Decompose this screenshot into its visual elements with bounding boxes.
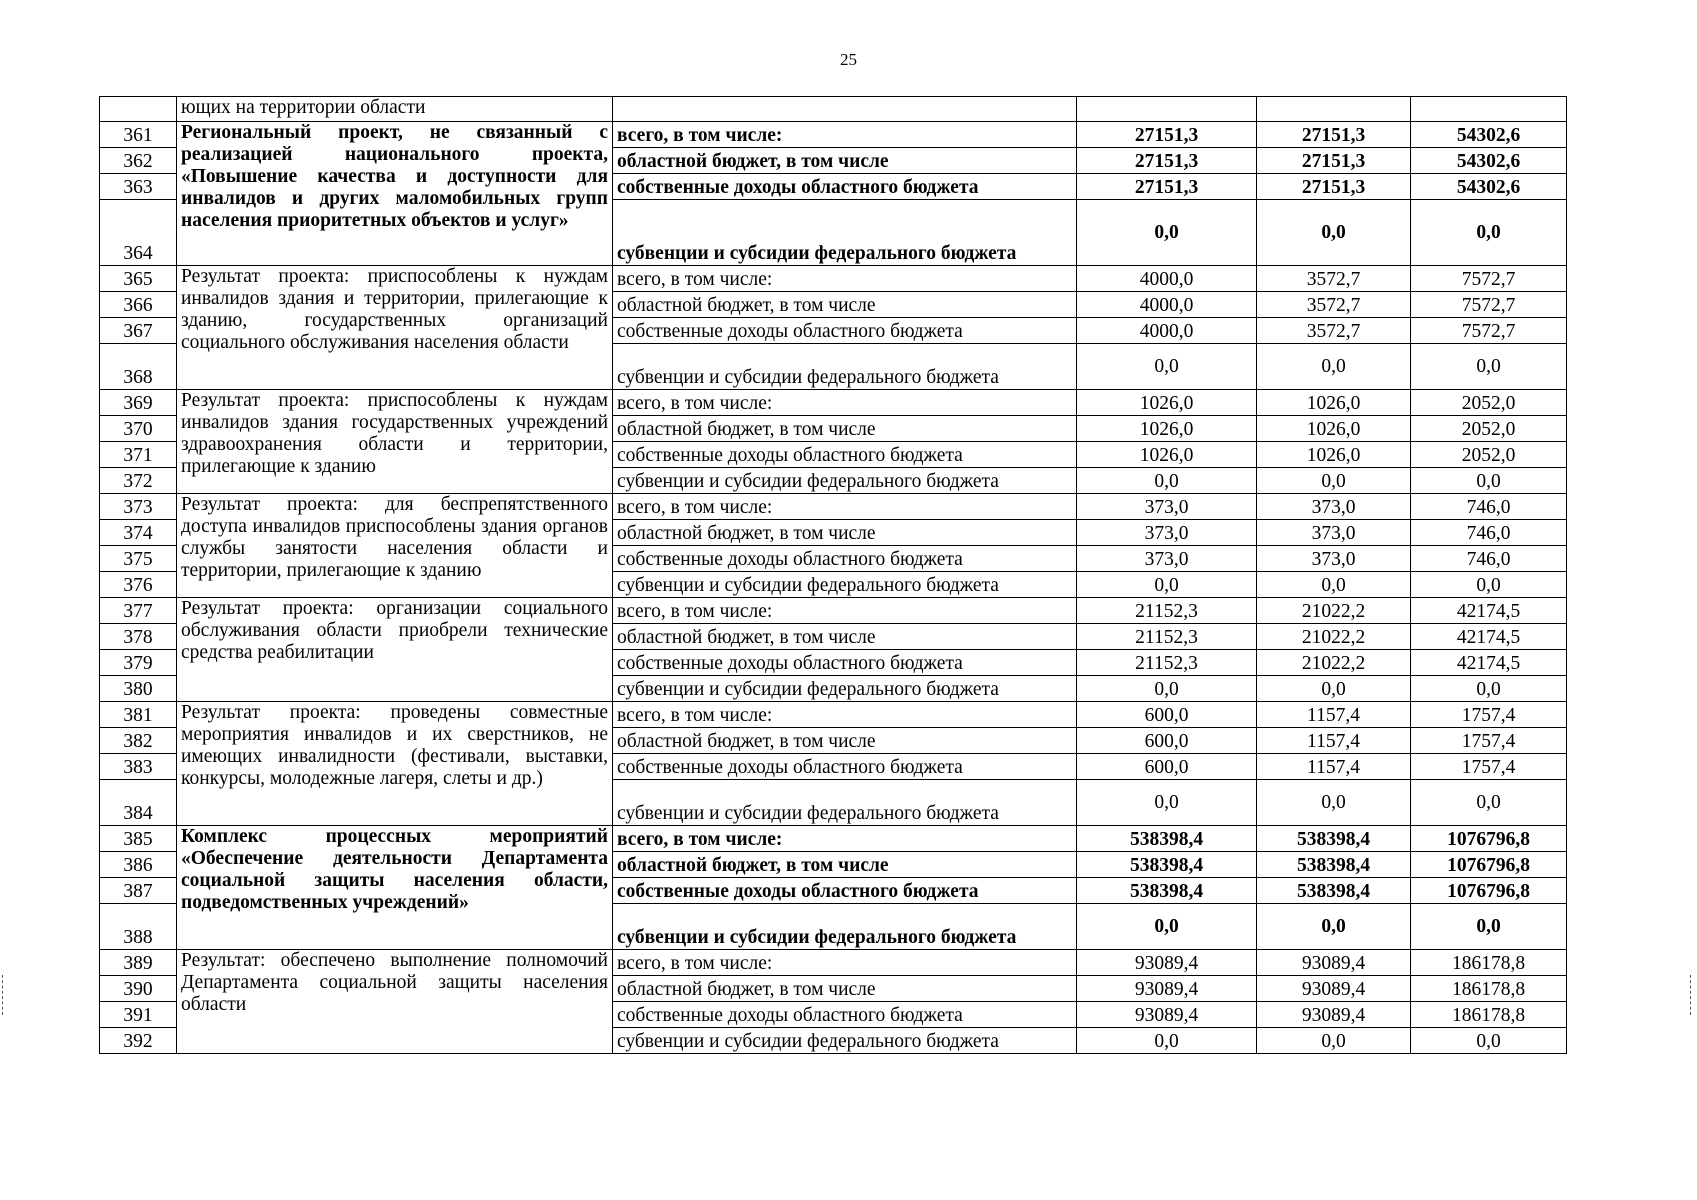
row-number: 385 <box>100 826 177 852</box>
value-v1: 0,0 <box>1077 344 1257 390</box>
group-description: Результат проекта: организации социального обслуживания области приобрели технические средства реабилитации <box>177 598 613 702</box>
value-v2: 93089,4 <box>1257 976 1411 1002</box>
funding-source: собственные доходы областного бюджета <box>613 878 1077 904</box>
value-v2: 1157,4 <box>1257 754 1411 780</box>
value-v1: 0,0 <box>1077 904 1257 950</box>
value-v3: 1757,4 <box>1411 702 1567 728</box>
value-v2: 538398,4 <box>1257 852 1411 878</box>
funding-source: всего, в том числе: <box>613 826 1077 852</box>
row-number <box>100 97 177 122</box>
table-row <box>100 122 1567 148</box>
funding-source: всего, в том числе: <box>613 702 1077 728</box>
value-v2: 1026,0 <box>1257 442 1411 468</box>
row-number: 390 <box>100 976 177 1002</box>
row-number: 368 <box>100 344 177 390</box>
value-v2: 1157,4 <box>1257 702 1411 728</box>
value-v1: 4000,0 <box>1077 292 1257 318</box>
table-row <box>100 390 1567 416</box>
value-v1: 4000,0 <box>1077 266 1257 292</box>
value-v1: 538398,4 <box>1077 826 1257 852</box>
funding-source: собственные доходы областного бюджета <box>613 650 1077 676</box>
value-v1: 4000,0 <box>1077 318 1257 344</box>
row-number: 379 <box>100 650 177 676</box>
row-number: 392 <box>100 1028 177 1054</box>
value-v1: 27151,3 <box>1077 122 1257 148</box>
value-v3: 0,0 <box>1411 200 1567 266</box>
row-number: 388 <box>100 904 177 950</box>
funding-source: областной бюджет, в том числе <box>613 976 1077 1002</box>
value-v1: 93089,4 <box>1077 976 1257 1002</box>
value-v3: 186178,8 <box>1411 976 1567 1002</box>
row-number: 362 <box>100 148 177 174</box>
funding-source: субвенции и субсидии федерального бюджета <box>613 780 1077 826</box>
value-v1: 27151,3 <box>1077 148 1257 174</box>
continuation-text: ющих на территории области <box>177 97 613 122</box>
value-v3: 54302,6 <box>1411 122 1567 148</box>
value-v1: 1026,0 <box>1077 416 1257 442</box>
row-number: 376 <box>100 572 177 598</box>
value-v3: 1076796,8 <box>1411 826 1567 852</box>
value-v3: 2052,0 <box>1411 416 1567 442</box>
value-v2: 1157,4 <box>1257 728 1411 754</box>
value-v2: 21022,2 <box>1257 598 1411 624</box>
funding-source: областной бюджет, в том числе <box>613 728 1077 754</box>
funding-source: областной бюджет, в том числе <box>613 416 1077 442</box>
value-v2: 0,0 <box>1257 572 1411 598</box>
funding-source: областной бюджет, в том числе <box>613 148 1077 174</box>
group-description: Региональный проект, не связанный с реализацией национального проекта, «Повышение качества и доступности для инвалидов и других маломобильных групп населения приоритетных объектов и услуг» <box>177 122 613 266</box>
row-number: 389 <box>100 950 177 976</box>
row-number: 373 <box>100 494 177 520</box>
group-description: Результат проекта: приспособлены к нуждам инвалидов здания и территории, прилегающие к зданию, государственных организаций социального обслуживания населения области <box>177 266 613 390</box>
value-v3: 0,0 <box>1411 780 1567 826</box>
value-v3: 7572,7 <box>1411 266 1567 292</box>
value-v1: 0,0 <box>1077 572 1257 598</box>
row-number: 367 <box>100 318 177 344</box>
page-number: 25 <box>840 50 857 69</box>
row-number: 377 <box>100 598 177 624</box>
funding-source: субвенции и субсидии федерального бюджета <box>613 1028 1077 1054</box>
value-v2: 3572,7 <box>1257 318 1411 344</box>
value-v2: 373,0 <box>1257 520 1411 546</box>
value-v1: 538398,4 <box>1077 852 1257 878</box>
value-v1: 373,0 <box>1077 520 1257 546</box>
row-number: 378 <box>100 624 177 650</box>
edge-mark-left <box>2 975 4 1015</box>
value-v3: 186178,8 <box>1411 950 1567 976</box>
funding-source: всего, в том числе: <box>613 122 1077 148</box>
value-v3: 42174,5 <box>1411 598 1567 624</box>
row-number: 364 <box>100 200 177 266</box>
row-number: 384 <box>100 780 177 826</box>
funding-source: областной бюджет, в том числе <box>613 520 1077 546</box>
row-number: 371 <box>100 442 177 468</box>
value-v3: 42174,5 <box>1411 650 1567 676</box>
group-description: Результат проекта: приспособлены к нуждам инвалидов здания государственных учреждений здравоохранения области и территории, прилегающие к зданию <box>177 390 613 494</box>
row-number: 363 <box>100 174 177 200</box>
group-description: Результат проекта: для беспрепятственного доступа инвалидов приспособлены здания органов службы занятости населения области и территории, прилегающие к зданию <box>177 494 613 598</box>
value-v2: 93089,4 <box>1257 950 1411 976</box>
value-v1: 0,0 <box>1077 780 1257 826</box>
value-v2: 1026,0 <box>1257 390 1411 416</box>
value-cell <box>1077 97 1257 122</box>
value-v2: 3572,7 <box>1257 266 1411 292</box>
value-v3: 1076796,8 <box>1411 878 1567 904</box>
value-v2: 27151,3 <box>1257 174 1411 200</box>
row-number: 382 <box>100 728 177 754</box>
budget-table <box>99 96 1567 1054</box>
funding-source: собственные доходы областного бюджета <box>613 546 1077 572</box>
value-v3: 2052,0 <box>1411 390 1567 416</box>
group-description: Результат проекта: проведены совместные мероприятия инвалидов и их сверстников, не имеющих инвалидности (фестивали, выставки, конкурсы, молодежные лагеря, слеты и др.) <box>177 702 613 826</box>
value-v2: 0,0 <box>1257 200 1411 266</box>
value-v3: 0,0 <box>1411 572 1567 598</box>
funding-source: субвенции и субсидии федерального бюджета <box>613 676 1077 702</box>
funding-source: субвенции и субсидии федерального бюджета <box>613 572 1077 598</box>
row-number: 374 <box>100 520 177 546</box>
row-number: 375 <box>100 546 177 572</box>
funding-source: собственные доходы областного бюджета <box>613 318 1077 344</box>
value-v1: 93089,4 <box>1077 1002 1257 1028</box>
value-v1: 27151,3 <box>1077 174 1257 200</box>
funding-source: собственные доходы областного бюджета <box>613 442 1077 468</box>
group-description: Результат: обеспечено выполнение полномочий Департамента социальной защиты населения области <box>177 950 613 1054</box>
funding-source: субвенции и субсидии федерального бюджета <box>613 468 1077 494</box>
table-row <box>100 702 1567 728</box>
table-row <box>100 598 1567 624</box>
value-v1: 373,0 <box>1077 546 1257 572</box>
funding-source: всего, в том числе: <box>613 390 1077 416</box>
value-v1: 0,0 <box>1077 1028 1257 1054</box>
value-v3: 54302,6 <box>1411 148 1567 174</box>
value-v2: 27151,3 <box>1257 148 1411 174</box>
row-number: 380 <box>100 676 177 702</box>
edge-mark-right <box>1690 975 1692 1015</box>
value-v2: 373,0 <box>1257 494 1411 520</box>
value-v2: 27151,3 <box>1257 122 1411 148</box>
continuation-row <box>100 97 1567 122</box>
table-row <box>100 266 1567 292</box>
value-v1: 93089,4 <box>1077 950 1257 976</box>
value-v3: 7572,7 <box>1411 318 1567 344</box>
value-v3: 7572,7 <box>1411 292 1567 318</box>
value-v2: 538398,4 <box>1257 878 1411 904</box>
value-v1: 0,0 <box>1077 676 1257 702</box>
value-v3: 1757,4 <box>1411 754 1567 780</box>
row-number: 387 <box>100 878 177 904</box>
value-v2: 0,0 <box>1257 1028 1411 1054</box>
row-number: 372 <box>100 468 177 494</box>
value-v3: 746,0 <box>1411 520 1567 546</box>
source-cell <box>613 97 1077 122</box>
value-v1: 21152,3 <box>1077 598 1257 624</box>
table-row <box>100 494 1567 520</box>
funding-source: субвенции и субсидии федерального бюджета <box>613 344 1077 390</box>
funding-source: собственные доходы областного бюджета <box>613 174 1077 200</box>
value-cell <box>1257 97 1411 122</box>
funding-source: областной бюджет, в том числе <box>613 292 1077 318</box>
value-v1: 373,0 <box>1077 494 1257 520</box>
value-v3: 1757,4 <box>1411 728 1567 754</box>
funding-source: всего, в том числе: <box>613 950 1077 976</box>
value-v2: 0,0 <box>1257 904 1411 950</box>
funding-source: собственные доходы областного бюджета <box>613 1002 1077 1028</box>
row-number: 383 <box>100 754 177 780</box>
value-v1: 600,0 <box>1077 728 1257 754</box>
funding-source: областной бюджет, в том числе <box>613 624 1077 650</box>
value-v3: 0,0 <box>1411 344 1567 390</box>
value-v3: 0,0 <box>1411 904 1567 950</box>
group-description: Комплекс процессных мероприятий «Обеспечение деятельности Департамента социальной защиты населения области, подведомственных учреждений» <box>177 826 613 950</box>
row-number: 391 <box>100 1002 177 1028</box>
value-v1: 600,0 <box>1077 702 1257 728</box>
value-v1: 538398,4 <box>1077 878 1257 904</box>
value-v2: 21022,2 <box>1257 650 1411 676</box>
funding-source: собственные доходы областного бюджета <box>613 754 1077 780</box>
value-v2: 93089,4 <box>1257 1002 1411 1028</box>
value-v3: 746,0 <box>1411 546 1567 572</box>
value-v1: 0,0 <box>1077 200 1257 266</box>
funding-source: всего, в том числе: <box>613 266 1077 292</box>
value-v1: 1026,0 <box>1077 390 1257 416</box>
row-number: 366 <box>100 292 177 318</box>
value-v2: 21022,2 <box>1257 624 1411 650</box>
funding-source: субвенции и субсидии федерального бюджета <box>613 904 1077 950</box>
funding-source: субвенции и субсидии федерального бюджета <box>613 200 1077 266</box>
value-v3: 1076796,8 <box>1411 852 1567 878</box>
value-v1: 0,0 <box>1077 468 1257 494</box>
table-row <box>100 950 1567 976</box>
value-v2: 538398,4 <box>1257 826 1411 852</box>
value-v2: 1026,0 <box>1257 416 1411 442</box>
value-v3: 0,0 <box>1411 676 1567 702</box>
value-v2: 0,0 <box>1257 780 1411 826</box>
value-v2: 0,0 <box>1257 468 1411 494</box>
value-v2: 0,0 <box>1257 344 1411 390</box>
value-v3: 54302,6 <box>1411 174 1567 200</box>
value-v3: 2052,0 <box>1411 442 1567 468</box>
value-v3: 746,0 <box>1411 494 1567 520</box>
row-number: 365 <box>100 266 177 292</box>
value-v1: 1026,0 <box>1077 442 1257 468</box>
value-v2: 0,0 <box>1257 676 1411 702</box>
value-v3: 0,0 <box>1411 1028 1567 1054</box>
row-number: 386 <box>100 852 177 878</box>
row-number: 370 <box>100 416 177 442</box>
value-v1: 600,0 <box>1077 754 1257 780</box>
funding-source: всего, в том числе: <box>613 494 1077 520</box>
value-v3: 42174,5 <box>1411 624 1567 650</box>
value-v1: 21152,3 <box>1077 624 1257 650</box>
row-number: 381 <box>100 702 177 728</box>
value-cell <box>1411 97 1567 122</box>
row-number: 369 <box>100 390 177 416</box>
row-number: 361 <box>100 122 177 148</box>
value-v2: 3572,7 <box>1257 292 1411 318</box>
value-v3: 186178,8 <box>1411 1002 1567 1028</box>
table-row <box>100 826 1567 852</box>
funding-source: всего, в том числе: <box>613 598 1077 624</box>
funding-source: областной бюджет, в том числе <box>613 852 1077 878</box>
value-v2: 373,0 <box>1257 546 1411 572</box>
value-v3: 0,0 <box>1411 468 1567 494</box>
value-v1: 21152,3 <box>1077 650 1257 676</box>
